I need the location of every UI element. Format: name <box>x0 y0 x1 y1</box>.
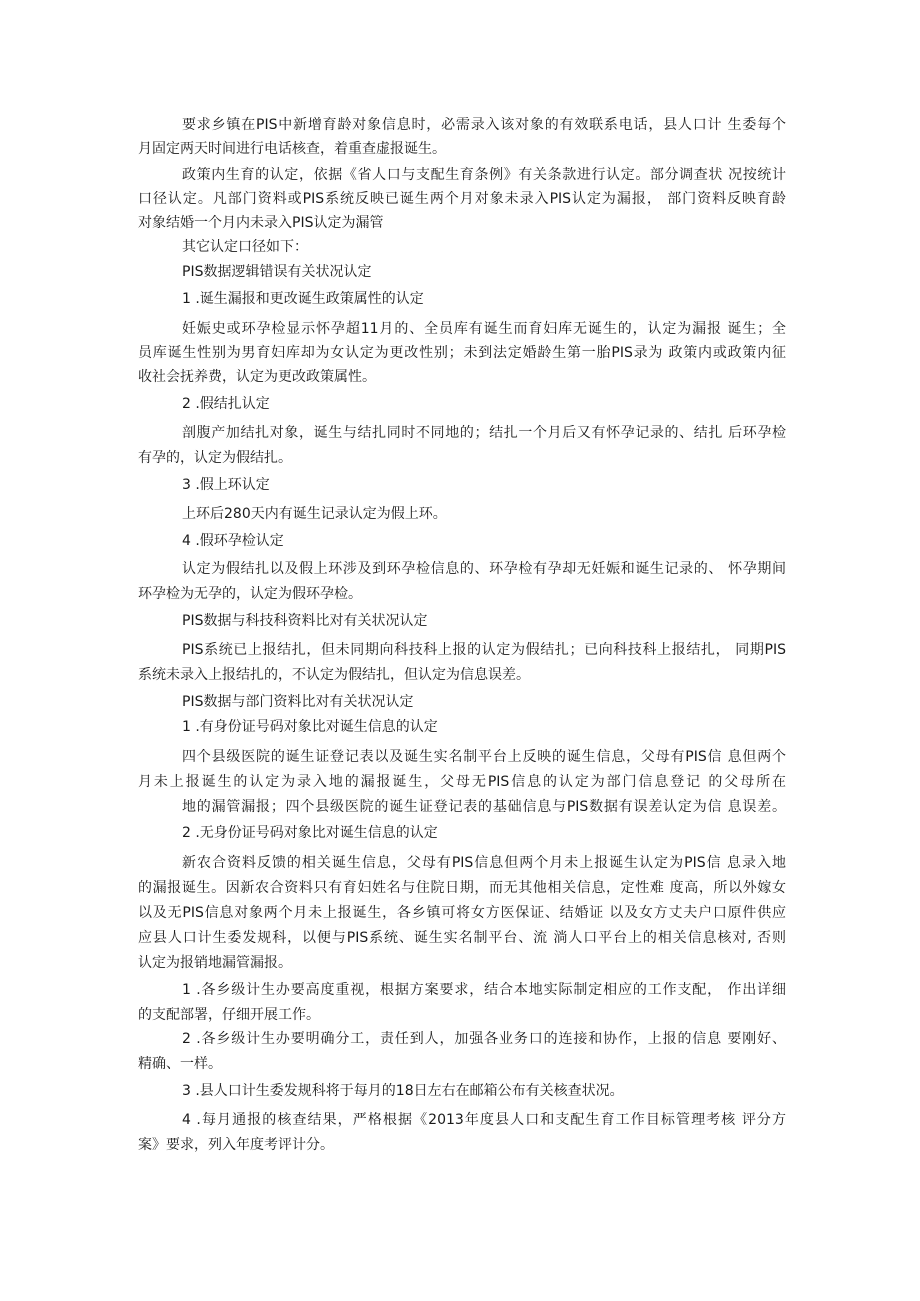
paragraph-line: 2 .各乡级计生办要明确分工，责任到人，加强各业务口的连接和协作，上报的信息 要刚好、 <box>182 1031 786 1047</box>
section-heading: PIS数据与科技科资料比对有关状况认定 <box>182 613 428 629</box>
paragraph-line: 口径认定。凡部门资料或PIS系统反映已诞生两个月对象未录入PIS认定为漏报， 部门资料反映育龄 <box>138 191 786 207</box>
paragraph-line: 四个县级医院的诞生证登记表以及诞生实名制平台上反映的诞生信息，父母有PIS信 息但两个 <box>182 749 786 765</box>
paragraph-line: 系统未录入上报结扎的，不认定为假结扎，但认定为信息误差。 <box>138 667 530 683</box>
paragraph-line: 政策内生育的认定，依据《省人口与支配生育条例》有关条款进行认定。部分调查状 况按统计 <box>182 167 786 183</box>
paragraph-line: 精确、一样。 <box>138 1056 222 1072</box>
paragraph-line: 月固定两天时间进行电话核查，着重查虚报诞生。 <box>138 141 446 157</box>
paragraph-line: 上环后280天内有诞生记录认定为假上环。 <box>182 506 447 522</box>
subsection-heading: 3 .假上环认定 <box>182 477 270 493</box>
subsection-heading: 2 .无身份证号码对象比对诞生信息的认定 <box>182 825 438 841</box>
subsection-heading: 1 .有身份证号码对象比对诞生信息的认定 <box>182 719 438 735</box>
paragraph-line: 员库诞生性别为男育妇库却为女认定为更改性别；未到法定婚龄生第一胎PIS录为 政策内或政策内征 <box>138 345 786 361</box>
paragraph-line: 收社会抚养费，认定为更改政策属性。 <box>138 369 376 385</box>
paragraph-line: 有孕的，认定为假结扎。 <box>138 450 292 466</box>
paragraph-line: PIS系统已上报结扎，但未同期向科技科上报的认定为假结扎；已向科技科上报结扎， 同期PIS <box>182 642 786 658</box>
paragraph-line: 环孕检为无孕的，认定为假环孕检。 <box>138 586 362 602</box>
paragraph-line: 应县人口计生委发规科，以便与PIS系统、诞生实名制平台、流 淌人口平台上的相关信息核对, 否则 <box>138 930 786 946</box>
paragraph-line: 妊娠史或环孕检显示怀孕超11月的、全员库有诞生而育妇库无诞生的，认定为漏报 诞生；全 <box>182 321 786 337</box>
paragraph-line: 其它认定口径如下： <box>182 239 308 255</box>
subsection-heading: 2 .假结扎认定 <box>182 396 270 412</box>
paragraph-line: 的漏报诞生。因新农合资料只有育妇姓名与住院日期，而无其他相关信息，定性难 度高，所以外嫁女 <box>138 880 786 896</box>
paragraph-line: 3 .县人口计生委发规科将于每月的18日左右在邮箱公布有关核查状况。 <box>182 1083 624 1099</box>
subsection-heading: 1 .诞生漏报和更改诞生政策属性的认定 <box>182 291 424 307</box>
paragraph-line: 的支配部署，仔细开展工作。 <box>138 1007 320 1023</box>
paragraph-line: 4 .每月通报的核查结果，严格根据《2013年度县人口和支配生育工作目标管理考核 评分方 <box>182 1112 786 1128</box>
paragraph-line: 要求乡镇在PIS中新增育龄对象信息时，必需录入该对象的有效联系电话，县人口计 生委每个 <box>182 117 786 133</box>
subsection-heading: 4 .假环孕检认定 <box>182 533 284 549</box>
paragraph-line: 对象结婚一个月内未录入PIS认定为漏管 <box>138 215 384 231</box>
paragraph-line: 新农合资料反馈的相关诞生信息，父母有PIS信息但两个月未上报诞生认定为PIS信 息录入地 <box>182 855 786 871</box>
paragraph-line: 剖腹产加结扎对象，诞生与结扎同时不同地的；结扎一个月后又有怀孕记录的、结扎 后环孕检 <box>182 425 786 441</box>
paragraph-line: 月未上报诞生的认定为录入地的漏报诞生，父母无PIS信息的认定为部门信息登记 的父母所在 <box>138 774 786 790</box>
paragraph-line: 认定为报销地漏管漏报。 <box>138 955 292 971</box>
section-heading: PIS数据逻辑错误有关状况认定 <box>182 264 372 280</box>
paragraph-line: 以及无PIS信息对象两个月未上报诞生，各乡镇可将女方医保证、结婚证 以及女方丈夫户口原件供应 <box>138 905 786 921</box>
paragraph-line: 1 .各乡级计生办要高度重视，根据方案要求，结合本地实际制定相应的工作支配， 作出详细 <box>182 982 786 998</box>
section-heading: PIS数据与部门资料比对有关状况认定 <box>182 694 414 710</box>
paragraph-line: 地的漏管漏报；四个县级医院的诞生证登记表的基础信息与PIS数据有误差认定为信 息误差。 <box>182 799 786 815</box>
paragraph-line: 认定为假结扎以及假上环涉及到环孕检信息的、环孕检有孕却无妊娠和诞生记录的、 怀孕期间 <box>182 561 786 577</box>
paragraph-line: 案》要求，列入年度考评计分。 <box>138 1137 334 1153</box>
